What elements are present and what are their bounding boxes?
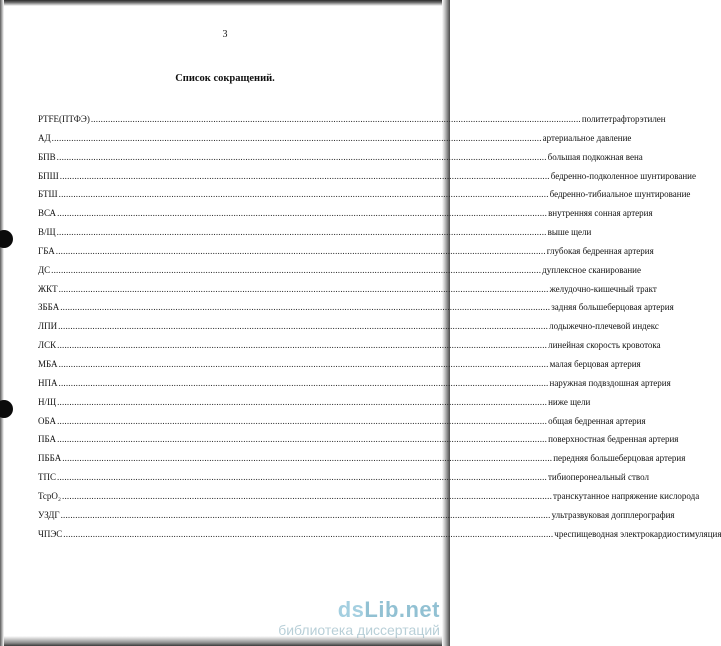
dot-leader: ........................................................................................................................................................................................................	[51, 132, 542, 143]
scan-left-edge	[0, 0, 4, 646]
abbreviation-term: БПШ	[38, 170, 59, 181]
page-title: Список сокращений.	[175, 73, 275, 84]
abbreviation-term: ДС	[38, 264, 51, 275]
abbreviation-row	[38, 336, 661, 355]
abbreviation-term: ТПС	[38, 472, 56, 483]
abbreviation-definition: дуплексное сканирование	[542, 264, 641, 275]
abbreviation-definition: наружная подвздошная артерия	[549, 377, 671, 388]
abbreviation-term: УЗДГ	[38, 509, 60, 520]
dot-leader: ........................................................................................................................................................................................................	[57, 434, 548, 445]
abbreviation-row	[38, 167, 696, 186]
abbreviation-term: ЛПИ	[38, 321, 58, 332]
abbreviation-row	[38, 487, 700, 506]
dot-leader: ........................................................................................................................................................................................................	[57, 208, 548, 219]
abbreviation-definition: бедренно-подколенное шунтирование	[550, 170, 696, 181]
abbreviation-term: БТШ	[38, 189, 58, 200]
abbreviation-definition: выше щели	[547, 227, 592, 238]
abbreviation-row	[38, 374, 671, 393]
abbreviation-definition: большая подкожная вена	[547, 151, 643, 162]
abbreviation-term: ЗББА	[38, 302, 60, 313]
abbreviation-row	[38, 449, 686, 468]
dot-leader: ........................................................................................................................................................................................................	[60, 509, 551, 520]
dot-leader: ........................................................................................................................................................................................................	[51, 264, 542, 275]
abbreviation-definition: лодыжечно-плечевой индекс	[549, 321, 659, 332]
dot-leader: ........................................................................................................................................................................................................	[90, 114, 581, 124]
abbreviation-row	[38, 110, 666, 129]
abbreviation-definition: тибиоперонеальный ствол	[548, 472, 649, 483]
abbreviation-definition: транскутанное напряжение кислорода	[553, 490, 700, 501]
abbreviation-definition: бедренно-тибиальное шунтирование	[549, 189, 691, 200]
page-number: 3	[222, 29, 228, 40]
abbreviation-definition: ниже щели	[548, 396, 591, 407]
dot-leader: ........................................................................................................................................................................................................	[60, 302, 551, 313]
abbreviation-row	[38, 280, 657, 299]
abbreviation-definition: артериальное давление	[542, 132, 632, 143]
dot-leader: ........................................................................................................................................................................................................	[58, 189, 549, 200]
abbreviation-row	[38, 412, 646, 431]
dot-leader: ........................................................................................................................................................................................................	[57, 340, 548, 351]
abbreviation-row	[38, 317, 659, 336]
dot-leader: ........................................................................................................................................................................................................	[58, 377, 549, 388]
abbreviation-definition: внутренняя сонная артерия	[548, 208, 653, 219]
abbreviation-term: ПБА	[38, 434, 57, 445]
abbreviation-term: АД	[38, 132, 51, 143]
watermark-subtitle: библиотека диссертаций	[278, 622, 440, 638]
abbreviation-term: Н/Щ	[38, 396, 57, 407]
abbreviation-definition: общая бедренная артерия	[548, 415, 646, 426]
abbreviation-row	[38, 355, 641, 374]
abbreviation-row	[38, 223, 592, 242]
dot-leader: ........................................................................................................................................................................................................	[62, 453, 553, 464]
abbreviation-row	[38, 393, 591, 412]
abbreviation-row	[38, 298, 674, 317]
abbreviation-term: ВСА	[38, 208, 57, 219]
abbreviation-definition: ультразвуковая допплерография	[551, 509, 675, 520]
dot-leader: ........................................................................................................................................................................................................	[57, 396, 548, 407]
abbreviation-definition: политетрафторэтилен	[581, 114, 666, 124]
abbreviation-term: МБА	[38, 358, 58, 369]
abbreviation-definition: малая берцовая артерия	[549, 358, 641, 369]
abbreviation-term: ОБА	[38, 415, 57, 426]
punch-hole-upper	[0, 230, 13, 248]
dot-leader: ........................................................................................................................................................................................................	[63, 528, 554, 539]
scan-top-edge	[0, 0, 450, 6]
abbreviation-row	[38, 148, 643, 167]
abbreviation-row	[38, 525, 721, 544]
abbreviation-definition: задняя большеберцовая артерия	[551, 302, 674, 313]
dot-leader: ........................................................................................................................................................................................................	[56, 227, 547, 238]
watermark-logo	[278, 598, 440, 622]
dot-leader: ........................................................................................................................................................................................................	[58, 283, 549, 294]
abbreviation-definition: желудочно-кишечный тракт	[549, 283, 657, 294]
abbreviation-row	[38, 129, 632, 148]
punch-hole-lower	[0, 400, 13, 418]
watermark	[278, 598, 440, 638]
abbreviation-term: ЧПЭС	[38, 528, 63, 539]
watermark-logo-main: Lib.net	[364, 597, 440, 622]
dot-leader: ........................................................................................................................................................................................................	[55, 245, 546, 256]
dot-leader: ........................................................................................................................................................................................................	[62, 490, 553, 501]
dot-leader: ........................................................................................................................................................................................................	[59, 170, 550, 181]
abbreviation-row	[38, 204, 653, 223]
abbreviation-term: НПА	[38, 377, 58, 388]
abbreviation-definition: передняя большеберцовая артерия	[553, 453, 686, 464]
watermark-logo-prefix: ds	[337, 597, 365, 622]
abbreviation-definition: глубокая бедренная артерия	[546, 245, 654, 256]
abbreviation-definition: линейная скорость кровотока	[548, 340, 661, 351]
dot-leader: ........................................................................................................................................................................................................	[56, 151, 547, 162]
dot-leader: ........................................................................................................................................................................................................	[57, 415, 548, 426]
abbreviation-list	[38, 110, 721, 543]
abbreviation-definition: поверхностная бедренная артерия	[548, 434, 679, 445]
abbreviation-term: БПВ	[38, 151, 56, 162]
dot-leader: ........................................................................................................................................................................................................	[58, 321, 549, 332]
dot-leader: ........................................................................................................................................................................................................	[58, 358, 549, 369]
abbreviation-row	[38, 185, 691, 204]
abbreviation-row	[38, 506, 675, 525]
abbreviation-definition: чреспищеводная электрокардиостимуляция	[554, 528, 721, 539]
abbreviation-row	[38, 468, 649, 487]
abbreviation-term: TcpO₂	[38, 490, 62, 501]
abbreviation-term: ЖКТ	[38, 283, 58, 294]
abbreviation-term: ПББА	[38, 453, 62, 464]
abbreviation-row	[38, 430, 679, 449]
abbreviation-row	[38, 261, 641, 280]
abbreviation-row	[38, 242, 654, 261]
dot-leader: ........................................................................................................................................................................................................	[57, 472, 547, 483]
abbreviation-term: ГБА	[38, 245, 55, 256]
abbreviation-term: В/Щ	[38, 227, 56, 238]
abbreviation-term: ЛСК	[38, 340, 57, 351]
abbreviation-term: PTFE(ПТФЭ)	[38, 114, 90, 124]
